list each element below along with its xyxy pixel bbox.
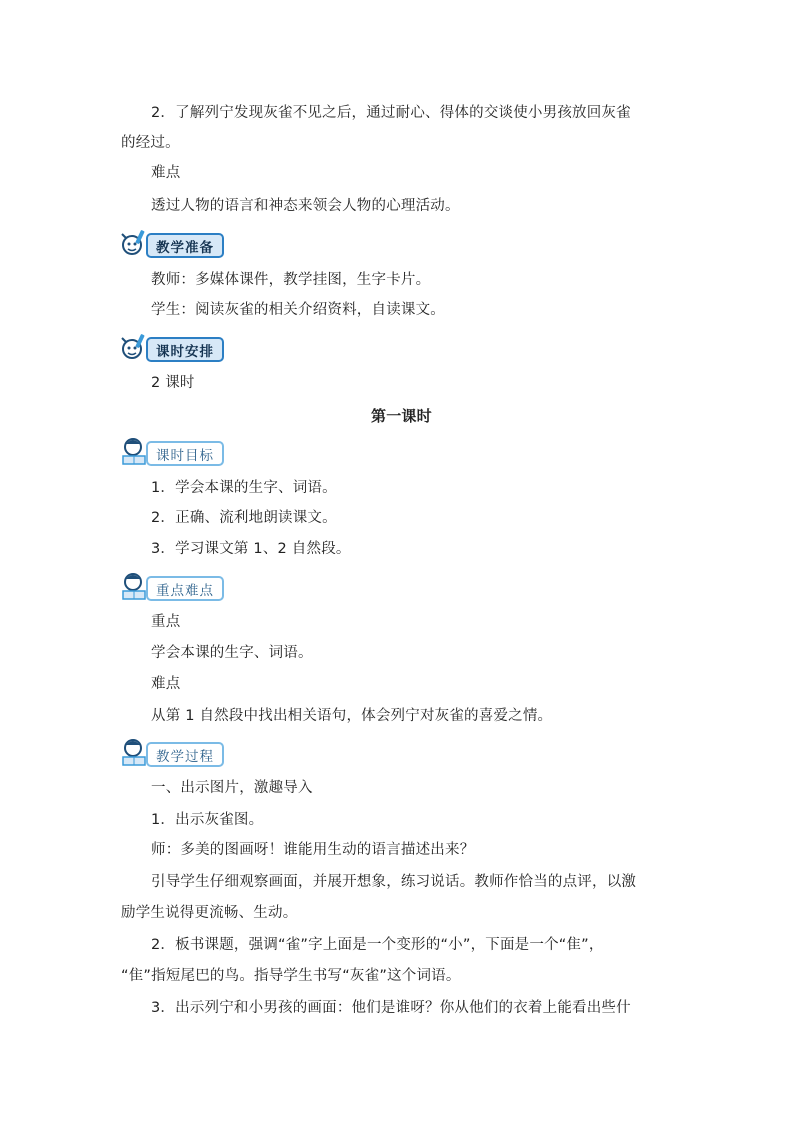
goal-item: 3．学习课文第 1、2 自然段。 (151, 541, 351, 557)
difficulty-text: 透过人物的语言和神态来领会人物的心理活动。 (151, 198, 460, 214)
goals-header-label: 课时目标 (146, 441, 224, 466)
schedule-header (118, 332, 224, 362)
key-text: 学会本课的生字、词语。 (151, 645, 313, 661)
key-label: 重点 (151, 614, 181, 630)
teacher-question: 师：多美的图画呀！谁能用生动的语言描述出来？ (151, 842, 475, 858)
prep-header (118, 228, 224, 258)
goal-2-line-1: 2．了解列宁发现灰雀不见之后，通过耐心、得体的交谈使小男孩放回灰雀 (151, 105, 631, 121)
goal-2-line-2: 的经过。 (121, 135, 180, 151)
keypoints-header (118, 571, 224, 601)
process-item-2-line-1: 2．板书课题，强调“雀”字上面是一个变形的“小”，下面是一个“隹”， (151, 937, 604, 953)
hard-label: 难点 (151, 676, 181, 692)
lesson-title: 第一课时 (371, 407, 432, 425)
schedule-header-label: 课时安排 (146, 337, 224, 362)
guide-line-1: 引导学生仔细观察画面，并展开想象，练习说话。教师作恰当的点评，以激 (151, 874, 637, 890)
process-item-3-line-1: 3．出示列宁和小男孩的画面：他们是谁呀？你从他们的衣着上能看出些什 (151, 1000, 631, 1016)
process-header-label: 教学过程 (146, 742, 224, 767)
goal-item: 2．正确、流利地朗读课文。 (151, 510, 337, 526)
process-item-2-line-2: “隹”指短尾巴的鸟。指导学生书写“灰雀”这个词语。 (121, 968, 461, 984)
process-step-1-title: 一、出示图片，激趣导入 (151, 780, 313, 796)
goals-header (118, 436, 224, 466)
keypoints-header-label: 重点难点 (146, 576, 224, 601)
hard-text: 从第 1 自然段中找出相关语句，体会列宁对灰雀的喜爱之情。 (151, 708, 553, 724)
guide-line-2: 励学生说得更流畅、生动。 (121, 905, 298, 921)
prep-teacher: 教师：多媒体课件，教学挂图，生字卡片。 (151, 272, 431, 288)
difficulty-label: 难点 (151, 165, 181, 181)
prep-header-label: 教学准备 (146, 233, 224, 258)
process-item-1: 1．出示灰雀图。 (151, 812, 264, 828)
schedule-text: 2 课时 (151, 375, 195, 391)
process-header (118, 737, 224, 767)
goal-item: 1．学会本课的生字、词语。 (151, 480, 337, 496)
prep-student: 学生：阅读灰雀的相关介绍资料，自读课文。 (151, 302, 445, 318)
